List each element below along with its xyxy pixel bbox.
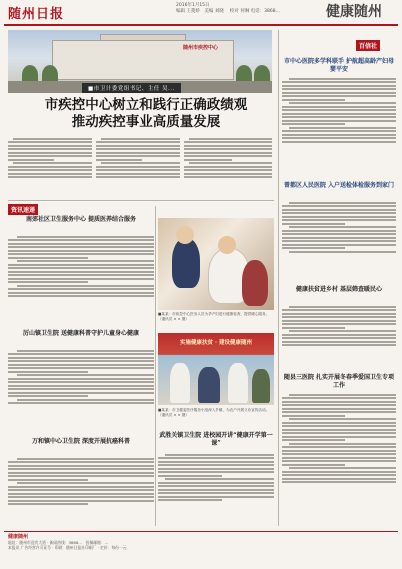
text-line	[158, 489, 274, 491]
text-line	[282, 327, 345, 329]
text-line	[8, 461, 154, 463]
story-4-headline: 健康扶贫进乡村 基层筛查暖民心	[295, 286, 383, 293]
text-line	[8, 371, 88, 373]
text-line	[8, 281, 88, 283]
story-photo-2	[158, 333, 274, 405]
text-line	[8, 392, 154, 394]
text-line	[282, 460, 396, 462]
footer-line1: 地址：随州市迎宾大道 · 新闻热线：3868... 投稿邮箱：...	[8, 540, 109, 546]
text-line	[282, 450, 396, 452]
text-line	[96, 173, 180, 175]
text-line	[8, 169, 92, 171]
text-line	[8, 274, 154, 276]
text-line	[282, 137, 396, 139]
text-line	[8, 364, 154, 366]
text-line	[184, 148, 272, 150]
text-line	[13, 162, 92, 164]
lead-divider	[8, 200, 274, 201]
text-line	[158, 471, 274, 473]
text-line	[8, 155, 92, 157]
text-line	[289, 102, 396, 104]
text-line	[289, 78, 396, 80]
lead-ribbon: ■市卫计委党组书记、主任 吴...	[82, 83, 181, 93]
text-line	[8, 173, 92, 175]
text-line	[282, 113, 396, 115]
text-line	[96, 155, 180, 157]
text-line	[96, 176, 180, 178]
text-line	[282, 92, 396, 94]
text-line	[8, 360, 154, 362]
text-line	[8, 264, 154, 266]
story-3-headline: 南郊社区卫生服务中心 提质医养结合服务	[25, 216, 137, 223]
text-line	[8, 353, 154, 355]
header-rule	[4, 24, 398, 26]
text-line	[8, 357, 154, 359]
text-line	[101, 162, 180, 164]
text-line	[8, 267, 154, 269]
story-7-headline: 万和镇中心卫生院 深度开展抗癌科普	[31, 438, 131, 445]
text-line	[8, 402, 154, 404]
text-line	[184, 152, 272, 154]
text-line	[8, 378, 154, 380]
text-line	[184, 155, 272, 157]
text-line	[282, 474, 396, 476]
story-4-body	[282, 304, 396, 366]
text-line	[289, 467, 396, 469]
text-line	[282, 415, 345, 417]
text-line	[8, 489, 154, 491]
story-3-body	[8, 234, 154, 324]
text-line	[8, 148, 92, 150]
section-title: 健康随州	[326, 4, 382, 20]
text-line	[282, 216, 396, 218]
text-line	[282, 212, 396, 214]
text-line	[8, 465, 154, 467]
text-line	[282, 209, 396, 211]
text-line	[8, 381, 154, 383]
text-line	[8, 468, 154, 470]
text-line	[17, 482, 154, 484]
text-line	[282, 205, 396, 207]
text-line	[158, 468, 274, 470]
text-line	[289, 127, 396, 129]
editor-line: 编辑 王蔓娇 美编 刘晓 校对 何琳 电话：3868...	[176, 9, 280, 14]
story-2-headline: 曾都区人民医院 入户送检体检服务到家门	[283, 182, 395, 189]
footer-title: 健康随州	[8, 534, 29, 540]
text-line	[289, 202, 396, 204]
text-line	[8, 395, 88, 397]
text-line	[282, 230, 396, 232]
text-line	[8, 159, 54, 161]
text-line	[282, 323, 396, 325]
text-line	[282, 471, 396, 473]
text-line	[184, 169, 272, 171]
text-line	[8, 253, 154, 255]
text-line	[8, 475, 154, 477]
story-5-body	[8, 348, 154, 432]
text-line	[8, 295, 154, 297]
text-line	[282, 481, 396, 483]
story-2-body	[282, 200, 396, 278]
text-line	[289, 418, 396, 420]
text-line	[8, 479, 88, 481]
text-line	[184, 166, 272, 168]
text-line	[282, 478, 396, 480]
lead-body-col1	[8, 136, 92, 198]
text-line	[282, 408, 396, 410]
text-line	[282, 425, 396, 427]
text-line	[282, 123, 345, 125]
story-6-body	[282, 392, 396, 526]
masthead-logo: 随州日报	[8, 7, 65, 22]
text-line	[282, 320, 396, 322]
left-column-rule	[155, 206, 156, 526]
text-line	[282, 337, 396, 339]
text-line	[17, 458, 154, 460]
text-line	[289, 330, 396, 332]
header-meta	[176, 3, 306, 15]
text-line	[158, 482, 274, 484]
text-line	[8, 176, 92, 178]
text-line	[189, 162, 272, 164]
text-line	[8, 496, 154, 498]
text-line	[282, 341, 396, 343]
text-line	[158, 499, 222, 501]
text-line	[282, 120, 396, 122]
lead-headline-line2: 推动疾控事业高质量发展	[71, 114, 221, 130]
text-line	[282, 240, 396, 242]
story-8-headline: 武胜关镇卫生院 进校园开讲“健康开学第一课”	[159, 432, 273, 447]
text-line	[282, 457, 396, 459]
text-line	[8, 385, 154, 387]
text-line	[184, 176, 272, 178]
footer	[8, 534, 396, 551]
text-line	[101, 138, 180, 140]
text-line	[165, 454, 274, 456]
text-line	[282, 397, 396, 399]
text-line	[282, 99, 345, 101]
text-line	[8, 271, 154, 273]
text-line	[158, 496, 274, 498]
text-line	[158, 464, 274, 466]
text-line	[158, 461, 274, 463]
hospital-sign: 随州市疾控中心	[183, 45, 219, 51]
text-line	[282, 106, 396, 108]
story-1-headline: 市中心医院多学科联手 护航超高龄产妇母婴平安	[283, 58, 395, 73]
box-tag: 百信社	[356, 40, 380, 51]
footer-line2: 本报讯 广告经营许可证号 · 印刷：随州日报社印刷厂 · 定价：每份一元	[8, 545, 127, 551]
text-line	[8, 367, 154, 369]
text-line	[17, 350, 154, 352]
text-line	[8, 166, 92, 168]
text-line	[282, 309, 396, 311]
text-line	[282, 453, 396, 455]
photo-2-caption: ■某某：市卫健委医疗服务小组深入乡镇，为农户开展义诊宣传活动。（通讯员 × × 摄）	[158, 408, 270, 417]
text-line	[13, 138, 92, 140]
text-line	[282, 446, 396, 448]
lead-body-col2	[96, 136, 180, 198]
text-line	[8, 288, 154, 290]
text-line	[165, 478, 274, 480]
text-line	[17, 399, 154, 401]
text-line	[282, 316, 396, 318]
text-line	[282, 81, 396, 83]
story-1-body	[282, 76, 396, 174]
text-line	[8, 278, 154, 280]
text-line	[158, 457, 274, 459]
footer-rule	[4, 531, 398, 532]
text-line	[282, 247, 345, 249]
text-line	[282, 334, 396, 336]
text-line	[184, 141, 272, 143]
text-line	[282, 401, 396, 403]
text-line	[8, 472, 154, 474]
text-line	[8, 500, 154, 502]
text-line	[158, 475, 222, 477]
story-8-body	[158, 452, 274, 526]
text-line	[282, 237, 396, 239]
text-line	[158, 485, 274, 487]
text-line	[8, 486, 154, 488]
story-photo-1	[158, 218, 274, 310]
text-line	[96, 148, 180, 150]
text-line	[184, 145, 272, 147]
text-line	[282, 404, 396, 406]
text-line	[184, 159, 232, 161]
text-line	[8, 152, 92, 154]
text-line	[8, 503, 88, 505]
lead-headline	[30, 97, 262, 131]
text-line	[17, 285, 154, 287]
text-line	[282, 436, 396, 438]
text-line	[282, 344, 396, 346]
text-line	[282, 439, 345, 441]
text-line	[96, 159, 142, 161]
text-line	[282, 109, 396, 111]
text-line	[282, 219, 396, 221]
text-line	[8, 246, 154, 248]
text-line	[8, 141, 92, 143]
text-line	[282, 95, 396, 97]
text-line	[289, 306, 396, 308]
photo-1-caption: ■某某：市疾控中心医务人员为孕产妇进行健康检查，提供暖心服务。（通讯员 × × 摄）	[158, 312, 270, 321]
text-line	[158, 492, 274, 494]
text-line	[189, 138, 272, 140]
story-6-headline: 随县三医院 扎实开展冬春季爱国卫生专项工作	[283, 374, 395, 389]
text-line	[96, 145, 180, 147]
text-line	[289, 443, 396, 445]
text-line	[96, 166, 180, 168]
text-line	[96, 169, 180, 171]
text-line	[282, 85, 396, 87]
text-line	[282, 141, 396, 143]
text-line	[282, 223, 345, 225]
text-line	[8, 239, 154, 241]
text-line	[282, 411, 396, 413]
text-line	[282, 432, 396, 434]
text-line	[8, 493, 154, 495]
text-line	[282, 116, 396, 118]
text-line	[282, 88, 396, 90]
issue-date: 2016年1月15日	[176, 3, 210, 8]
text-line	[282, 244, 396, 246]
text-line	[282, 130, 396, 132]
text-line	[8, 257, 88, 259]
text-line	[289, 226, 396, 228]
text-line	[282, 233, 396, 235]
lead-headline-line1: 市疾控中心树立和践行正确政绩观	[44, 97, 248, 113]
text-line	[282, 464, 345, 466]
text-line	[17, 260, 154, 262]
text-line	[282, 429, 396, 431]
text-line	[8, 292, 154, 294]
text-line	[8, 388, 154, 390]
text-line	[8, 243, 154, 245]
right-column-rule	[278, 30, 279, 526]
story-5-headline: 厉山镇卫生院 送健康科普守护儿童身心健康	[22, 330, 140, 337]
text-line	[8, 250, 154, 252]
story-7-body	[8, 456, 154, 526]
text-line	[17, 374, 154, 376]
text-line	[8, 145, 92, 147]
text-line	[17, 236, 154, 238]
text-line	[96, 141, 180, 143]
photo-2-banner: 实施健康扶贫 · 建设健康随州	[180, 340, 252, 346]
text-line	[282, 134, 396, 136]
news-tag: 资讯速递	[8, 204, 38, 215]
text-line	[289, 251, 396, 253]
text-line	[96, 152, 180, 154]
text-line	[282, 313, 396, 315]
text-line	[289, 394, 396, 396]
text-line	[282, 422, 396, 424]
lead-body-col3	[184, 136, 272, 198]
text-line	[184, 173, 272, 175]
